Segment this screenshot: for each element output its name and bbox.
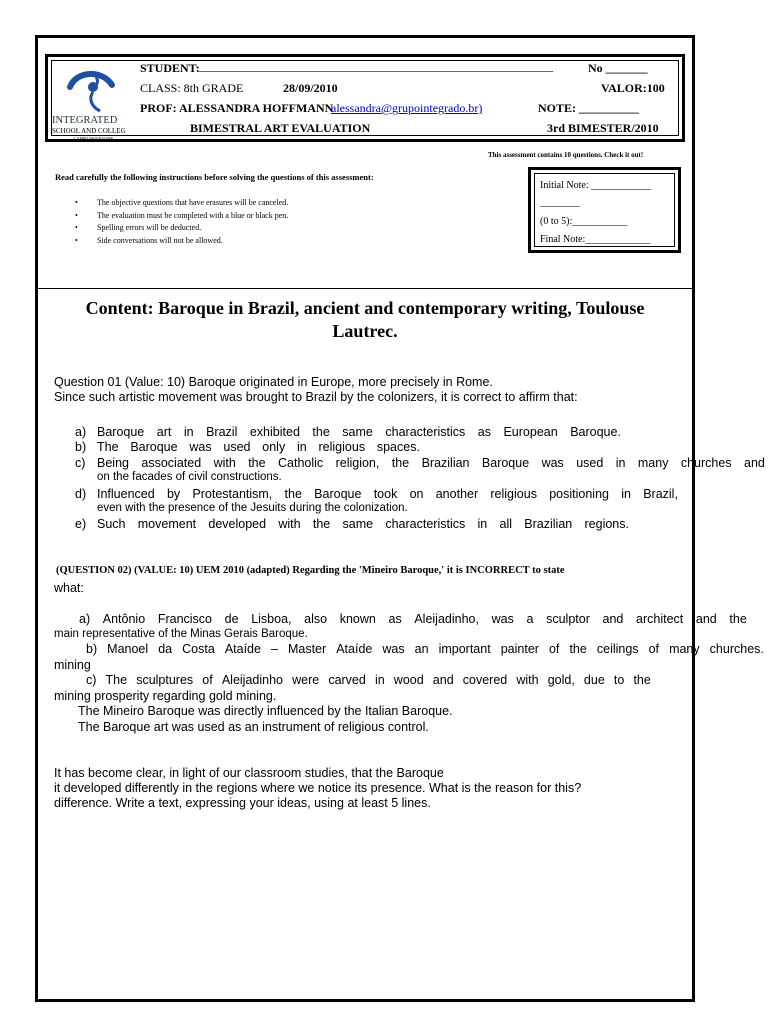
question-1-option-b[interactable] (97, 440, 420, 454)
question-2-option-a-cont: main representative of the Minas Gerais Baroque. (54, 628, 308, 640)
student-label: STUDENT: (140, 61, 200, 75)
option-word: c) (86, 673, 97, 687)
question-2-option-b-cont: mining (54, 658, 91, 672)
scale-note-field[interactable]: (0 to 5):___________ (540, 216, 628, 227)
option-word: in (621, 487, 631, 501)
question-1-prompt-line1: Question 01 (Value: 10) Baroque originated in Europe, more precisely in Rome. (54, 375, 493, 389)
option-word: by (166, 487, 181, 501)
instructions-list (75, 197, 288, 247)
option-word: The (105, 673, 128, 687)
question-2-heading: (QUESTION 02) (VALUE: 10) UEM 2010 (adapted) Regarding the 'Mineiro Baroque,' it is INCORRECT to state (56, 565, 565, 576)
question-3-line1: It has become clear, in light of our classroom studies, that the Baroque (54, 766, 444, 780)
option-word: European (503, 425, 558, 439)
option-word: characteristics (385, 517, 466, 531)
option-word: covered (462, 673, 508, 687)
initial-note-blank[interactable]: ________ (540, 197, 580, 208)
option-word: of (648, 642, 660, 656)
option-word: of (548, 642, 560, 656)
instruction-item: • Spelling errors will be deducted. (75, 223, 202, 232)
option-word: an (414, 642, 429, 656)
option-word: with (278, 517, 301, 531)
option-word: de (224, 612, 239, 626)
option-word: developed (208, 517, 267, 531)
option-word: was (189, 440, 212, 454)
option-letter: e) (75, 517, 87, 531)
question-1-prompt-line2: Since such artistic movement was brought to Brazil by the colonizers, it is correct to affirm that: (54, 390, 578, 404)
option-word: sculptor (546, 612, 590, 626)
content-title-line1: Content: Baroque in Brazil, ancient and contemporary writing, Toulouse (85, 298, 645, 318)
logo-arc-icon (52, 63, 134, 118)
option-word: gold, (547, 673, 575, 687)
option-word: due (583, 673, 605, 687)
option-word: b) (86, 642, 98, 656)
option-word: same (342, 517, 374, 531)
option-word: religious (318, 440, 366, 454)
option-letter: a) (75, 425, 87, 439)
option-word: Such (97, 517, 126, 531)
content-title (50, 297, 680, 343)
logo-school-name: INTEGRATED (52, 115, 118, 126)
option-word: Costa (182, 642, 215, 656)
question-1-option-e[interactable] (97, 517, 629, 531)
option-word: positioning (549, 487, 609, 501)
instructions-title: Read carefully the following instructions before solving the questions of this assessment: (55, 172, 374, 182)
question-2-option-e[interactable]: The Baroque art was used as an instrument of religious control. (78, 720, 429, 734)
question-1-option-c-cont: on the facades of civil constructions. (97, 471, 282, 483)
option-word: Antônio (102, 612, 146, 626)
option-word: in (615, 456, 626, 470)
option-word: in (183, 425, 194, 439)
option-word: was (491, 612, 514, 626)
question-1-option-c[interactable] (97, 456, 765, 470)
option-word: also (304, 612, 328, 626)
option-word: architect (636, 612, 684, 626)
instruction-item: • The objective questions that have erasures will be canceled. (75, 198, 289, 207)
option-word: in (297, 440, 307, 454)
content-title-line2: Lautrec. (332, 321, 398, 341)
option-word: religious (490, 487, 537, 501)
option-word: spaces. (376, 440, 420, 454)
option-word: Baroque (481, 456, 530, 470)
option-word: churches. (709, 642, 764, 656)
option-word: Master (287, 642, 327, 656)
option-word: took (373, 487, 398, 501)
question-3-line3: difference. Write a text, expressing your ideas, using at least 5 lines. (54, 796, 431, 810)
teacher-email-link[interactable]: alessandra@grupointegrado.br) (331, 101, 483, 115)
option-word: many (637, 456, 669, 470)
option-word: Being (97, 456, 129, 470)
option-word: Manoel (107, 642, 149, 656)
question-2-option-a[interactable] (79, 612, 747, 626)
note-field[interactable]: NOTE: __________ (538, 101, 640, 115)
question-2-option-c[interactable] (86, 673, 651, 687)
student-number-field[interactable]: No _______ (588, 61, 648, 75)
option-word: as (388, 612, 402, 626)
evaluation-title: BIMESTRAL ART EVALUATION (190, 121, 371, 135)
option-word: churches (680, 456, 732, 470)
option-word: the (312, 517, 331, 531)
option-word: and (602, 612, 624, 626)
logo-city: CAMPO MOURAO/PR (74, 136, 114, 141)
question-1-option-a[interactable] (97, 425, 621, 439)
class-label: CLASS: 8th GRADE (140, 81, 244, 95)
option-word: associated (141, 456, 202, 470)
option-word: The (97, 440, 119, 454)
option-word: Influenced (97, 487, 155, 501)
question-2-option-d[interactable]: The Mineiro Baroque was directly influenced by the Italian Baroque. (78, 704, 453, 718)
option-letter: c) (75, 456, 86, 470)
option-word: Brazilian (421, 456, 470, 470)
bimester-label: 3rd BIMESTER/2010 (547, 121, 659, 135)
option-word: were (292, 673, 320, 687)
option-word: painter (500, 642, 539, 656)
option-word: and (695, 612, 717, 626)
question-2-heading-cont: what: (54, 581, 84, 595)
option-word: the (569, 642, 587, 656)
option-word: only (262, 440, 286, 454)
option-word: the (248, 456, 266, 470)
option-word: – (270, 642, 278, 656)
question-3-line2: it developed differently in the regions where we notice its presence. What is the reason for this? (54, 781, 582, 795)
option-word: a (526, 612, 534, 626)
question-1-option-d-cont: even with the presence of the Jesuits during the colonization. (97, 502, 408, 514)
option-word: Brazil (206, 425, 238, 439)
option-word: wood (393, 673, 424, 687)
option-word: another (435, 487, 479, 501)
school-logo (52, 63, 134, 143)
option-word: movement (137, 517, 197, 531)
final-note-field[interactable]: Final Note:_____________ (540, 234, 651, 245)
option-word: Brazilian (524, 517, 573, 531)
option-word: the (391, 456, 410, 470)
option-word: the (729, 612, 747, 626)
option-word: Baroque (130, 440, 178, 454)
option-word: Francisco (157, 612, 212, 626)
option-word: da (158, 642, 173, 656)
option-word: Baroque. (570, 425, 621, 439)
option-word: with (516, 673, 539, 687)
student-name-field[interactable]: ___________________________________________________________ (199, 59, 553, 73)
question-count-notice: This assessment contains 10 questions. Check it out! (488, 151, 644, 159)
option-word: in (374, 673, 385, 687)
option-word: and (744, 456, 765, 470)
option-word: sculptures (136, 673, 194, 687)
option-word: Protestantism, (192, 487, 273, 501)
option-word: important (438, 642, 491, 656)
option-word: exhibited (249, 425, 300, 439)
total-value: VALOR:100 (601, 81, 665, 95)
grade-note-box (528, 167, 681, 253)
question-2-option-c-cont: mining prosperity regarding gold mining. (54, 689, 277, 703)
option-word: Ataíde (224, 642, 261, 656)
option-word: many (669, 642, 700, 656)
teacher-name: PROF: ALESSANDRA HOFFMANN (140, 101, 334, 115)
logo-school-subtitle: SCHOOL AND COLLEG (52, 127, 126, 135)
option-word: Baroque (97, 425, 145, 439)
option-word: of (202, 673, 213, 687)
option-word: the (312, 425, 330, 439)
option-word: on (409, 487, 424, 501)
instruction-item: • Side conversations will not be allowed. (75, 235, 223, 245)
option-letter: b) (75, 440, 87, 454)
option-word: all (499, 517, 513, 531)
option-word: in (477, 517, 488, 531)
option-word: Ataíde (336, 642, 373, 656)
option-word: Aleijadinho (221, 673, 283, 687)
option-word: and (432, 673, 454, 687)
option-letter: d) (75, 487, 87, 501)
option-word: known (339, 612, 376, 626)
instruction-item: • The evaluation must be completed with a blue or black pen. (75, 210, 289, 220)
option-word: same (342, 425, 373, 439)
option-word: characteristics (385, 425, 466, 439)
option-word: regions. (584, 517, 629, 531)
option-word: ceilings (596, 642, 639, 656)
option-word: was (541, 456, 564, 470)
option-word: Baroque (314, 487, 362, 501)
section-divider (38, 288, 693, 289)
question-2-option-b[interactable] (86, 642, 764, 656)
option-word: carved (328, 673, 366, 687)
option-word: the (284, 487, 302, 501)
option-word: Catholic (278, 456, 324, 470)
question-1-option-d[interactable] (97, 487, 678, 501)
option-word: a) (79, 612, 91, 626)
option-word: as (477, 425, 491, 439)
option-word: Aleijadinho, (414, 612, 479, 626)
option-word: the (633, 673, 651, 687)
option-word: with (213, 456, 236, 470)
header-box (45, 54, 685, 142)
initial-note-field[interactable]: Initial Note: ____________ (540, 180, 652, 191)
option-word: was (382, 642, 405, 656)
option-word: Brazil, (643, 487, 678, 501)
option-word: Lisboa, (251, 612, 292, 626)
option-word: used (576, 456, 604, 470)
option-word: art (156, 425, 172, 439)
option-word: religion, (335, 456, 380, 470)
option-word: to (613, 673, 625, 687)
option-word: used (223, 440, 251, 454)
evaluation-date: 28/09/2010 (283, 81, 338, 95)
